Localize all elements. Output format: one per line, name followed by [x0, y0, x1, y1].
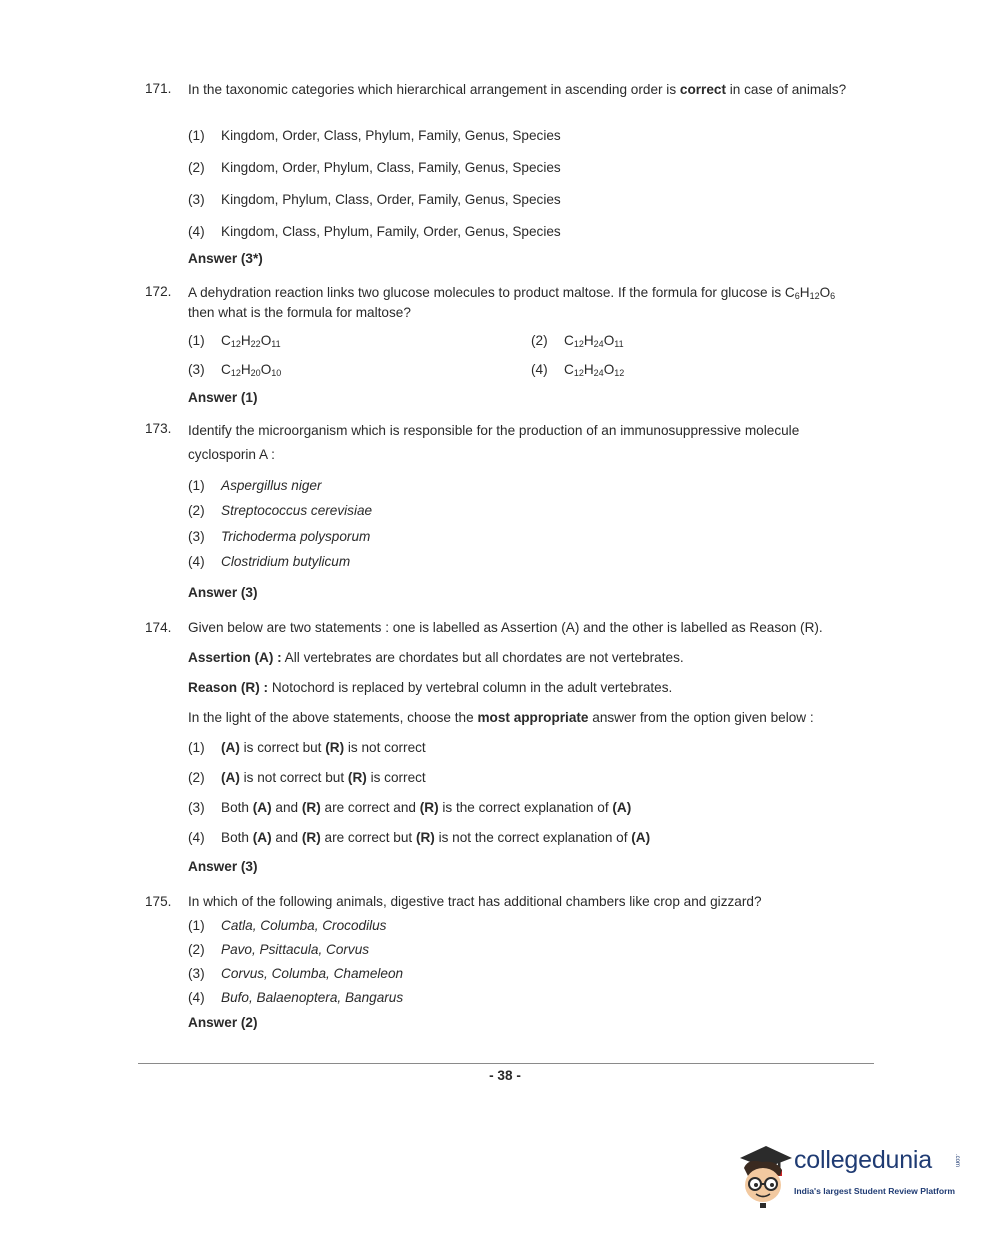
formula-element: H — [583, 333, 594, 348]
answer: Answer (3) — [188, 859, 258, 874]
option-number: (4) — [188, 224, 205, 239]
formula-element: C — [221, 362, 231, 377]
option-number: (4) — [531, 362, 548, 377]
option-text: is not correct — [344, 740, 426, 755]
formula-element: C — [564, 362, 574, 377]
option-label-r: (R) — [347, 770, 367, 785]
option-1 — [188, 478, 322, 493]
option-text: is correct — [366, 770, 426, 785]
option-label-a: (A) — [252, 830, 272, 845]
subscript: 12 — [230, 368, 241, 378]
question-text-line: cyclosporin A : — [188, 447, 275, 462]
option-number: (3) — [188, 192, 205, 207]
option-text: is the correct explanation of — [438, 800, 613, 815]
option-text: Bufo, Balaenoptera, Bangarus — [221, 990, 404, 1005]
subscript: 12 — [573, 339, 584, 349]
option-text: Clostridium butylicum — [221, 554, 351, 569]
answer: Answer (3*) — [188, 251, 263, 266]
option-1 — [188, 333, 281, 349]
option-text: Kingdom, Class, Phylum, Family, Order, Genus, Species — [221, 224, 561, 239]
option-label-r: (R) — [419, 800, 439, 815]
option-text: Pavo, Psittacula, Corvus — [221, 942, 370, 957]
option-text: Catla, Columba, Crocodilus — [221, 918, 387, 933]
option-4 — [188, 554, 350, 569]
option-text: Streptococcus cerevisiae — [221, 503, 373, 518]
prompt-emphasis: most appropriate — [477, 710, 589, 725]
assertion-text: All vertebrates are chordates but all chordates are not vertebrates. — [281, 650, 684, 665]
option-text: Kingdom, Order, Class, Phylum, Family, Genus, Species — [221, 128, 561, 143]
assertion — [188, 650, 684, 665]
option-text: Trichoderma polysporum — [221, 529, 371, 544]
subscript: 24 — [593, 368, 604, 378]
formula-element: O — [603, 333, 615, 348]
option-number: (2) — [188, 770, 205, 785]
question-number: 174. — [145, 620, 172, 635]
question-prompt — [188, 710, 814, 725]
subscript: 6 — [794, 291, 800, 301]
question-text-part: in case of animals? — [729, 82, 847, 97]
option-number: (4) — [188, 554, 205, 569]
subscript: 12 — [230, 339, 241, 349]
question-text: Identify the microorganism which is responsible for the production of an immunosuppressive molecule — [188, 423, 800, 438]
option-4 — [188, 990, 403, 1005]
formula-element: O — [819, 285, 831, 300]
formula-element: H — [240, 362, 251, 377]
option-2 — [188, 942, 369, 957]
option-3 — [188, 966, 403, 981]
option-number: (1) — [188, 333, 205, 348]
option-label-a: (A) — [221, 770, 240, 785]
logo-domain: .com — [954, 1154, 960, 1168]
option-text: are correct and — [320, 800, 420, 815]
formula-element: O — [260, 333, 272, 348]
option-number: (2) — [531, 333, 548, 348]
formula-element: C — [221, 333, 231, 348]
subscript: 12 — [573, 368, 584, 378]
option-4 — [188, 830, 650, 845]
option-text: is not the correct explanation of — [434, 830, 632, 845]
subscript: 20 — [250, 368, 261, 378]
option-2 — [531, 333, 624, 349]
reason — [188, 680, 672, 695]
option-number: (2) — [188, 160, 205, 175]
option-number: (1) — [188, 740, 205, 755]
question-number: 173. — [145, 421, 172, 436]
formula-element: H — [583, 362, 594, 377]
subscript: 12 — [614, 368, 625, 378]
formula-element: O — [603, 362, 615, 377]
option-number: (1) — [188, 918, 205, 933]
question-text — [188, 80, 870, 100]
logo-wordmark: collegedunia — [794, 1146, 932, 1174]
option-text: Both — [221, 800, 253, 815]
option-text: Corvus, Columba, Chameleon — [221, 966, 404, 981]
option-text: and — [271, 800, 302, 815]
option-1 — [188, 740, 426, 755]
option-number: (3) — [188, 800, 205, 815]
option-2 — [188, 503, 372, 518]
option-text: is correct but — [239, 740, 326, 755]
answer: Answer (3) — [188, 585, 258, 600]
question-text-part: In the taxonomic categories which hierarchical arrangement in ascending order is — [188, 82, 677, 97]
option-number: (1) — [188, 128, 205, 143]
footer-divider — [138, 1063, 874, 1064]
logo-tagline: India's largest Student Review Platform — [794, 1186, 956, 1196]
option-label-a: (A) — [252, 800, 272, 815]
option-number: (2) — [188, 503, 205, 518]
option-label-r: (R) — [301, 830, 321, 845]
question-number: 172. — [145, 284, 172, 299]
option-4 — [531, 362, 624, 378]
formula-element: H — [240, 333, 251, 348]
option-number: (3) — [188, 966, 205, 981]
subscript: 6 — [830, 291, 836, 301]
option-number: (3) — [188, 529, 205, 544]
question-text-part: A dehydration reaction links two glucose molecules to product maltose. If the formula for glucose is C — [188, 285, 795, 300]
option-number: (4) — [188, 990, 205, 1005]
option-1 — [188, 128, 561, 143]
option-text: Aspergillus niger — [221, 478, 322, 493]
reason-label: Reason (R) : — [188, 680, 269, 695]
option-2 — [188, 770, 426, 785]
option-number: (2) — [188, 942, 205, 957]
subscript: 10 — [271, 368, 282, 378]
option-text: Kingdom, Phylum, Class, Order, Family, Genus, Species — [221, 192, 561, 207]
option-text: Both — [221, 830, 253, 845]
question-text-emphasis: correct — [679, 82, 726, 97]
formula-element: C — [564, 333, 574, 348]
subscript: 11 — [614, 339, 624, 349]
question-number: 171. — [145, 81, 172, 96]
option-4 — [188, 224, 561, 239]
subscript: 11 — [271, 339, 281, 349]
formula-element: O — [260, 362, 272, 377]
option-3 — [188, 529, 370, 544]
question-text-line — [188, 285, 835, 301]
option-label-a: (A) — [221, 740, 240, 755]
page-number: - 38 - — [489, 1068, 521, 1083]
option-label-a: (A) — [631, 830, 651, 845]
prompt-text: answer from the option given below : — [588, 710, 814, 725]
question-text: In which of the following animals, digestive tract has additional chambers like crop and gizzard? — [188, 894, 762, 909]
option-text: are correct but — [320, 830, 416, 845]
prompt-text: In the light of the above statements, choose the — [188, 710, 478, 725]
option-text: is not correct but — [239, 770, 348, 785]
formula-element: H — [799, 285, 810, 300]
question-intro: Given below are two statements : one is labelled as Assertion (A) and the other is labelled as Reason (R). — [188, 620, 823, 635]
option-number: (1) — [188, 478, 205, 493]
collegedunia-logo — [736, 1140, 966, 1210]
answer: Answer (2) — [188, 1015, 258, 1030]
question-number: 175. — [145, 894, 172, 909]
answer: Answer (1) — [188, 390, 258, 405]
option-number: (4) — [188, 830, 205, 845]
option-text: Kingdom, Order, Phylum, Class, Family, Genus, Species — [221, 160, 561, 175]
option-3 — [188, 800, 631, 815]
option-1 — [188, 918, 386, 933]
subscript: 12 — [809, 291, 820, 301]
option-text: and — [271, 830, 302, 845]
subscript: 24 — [593, 339, 604, 349]
option-label-r: (R) — [325, 740, 345, 755]
option-number: (3) — [188, 362, 205, 377]
reason-text: Notochord is replaced by vertebral column in the adult vertebrates. — [268, 680, 673, 695]
option-3 — [188, 362, 281, 378]
option-2 — [188, 160, 561, 175]
option-label-a: (A) — [612, 800, 632, 815]
subscript: 22 — [250, 339, 261, 349]
mascot-icon — [736, 1140, 794, 1210]
option-label-r: (R) — [415, 830, 435, 845]
option-3 — [188, 192, 561, 207]
assertion-label: Assertion (A) : — [188, 650, 282, 665]
option-label-r: (R) — [301, 800, 321, 815]
question-text-line: then what is the formula for maltose? — [188, 305, 411, 320]
